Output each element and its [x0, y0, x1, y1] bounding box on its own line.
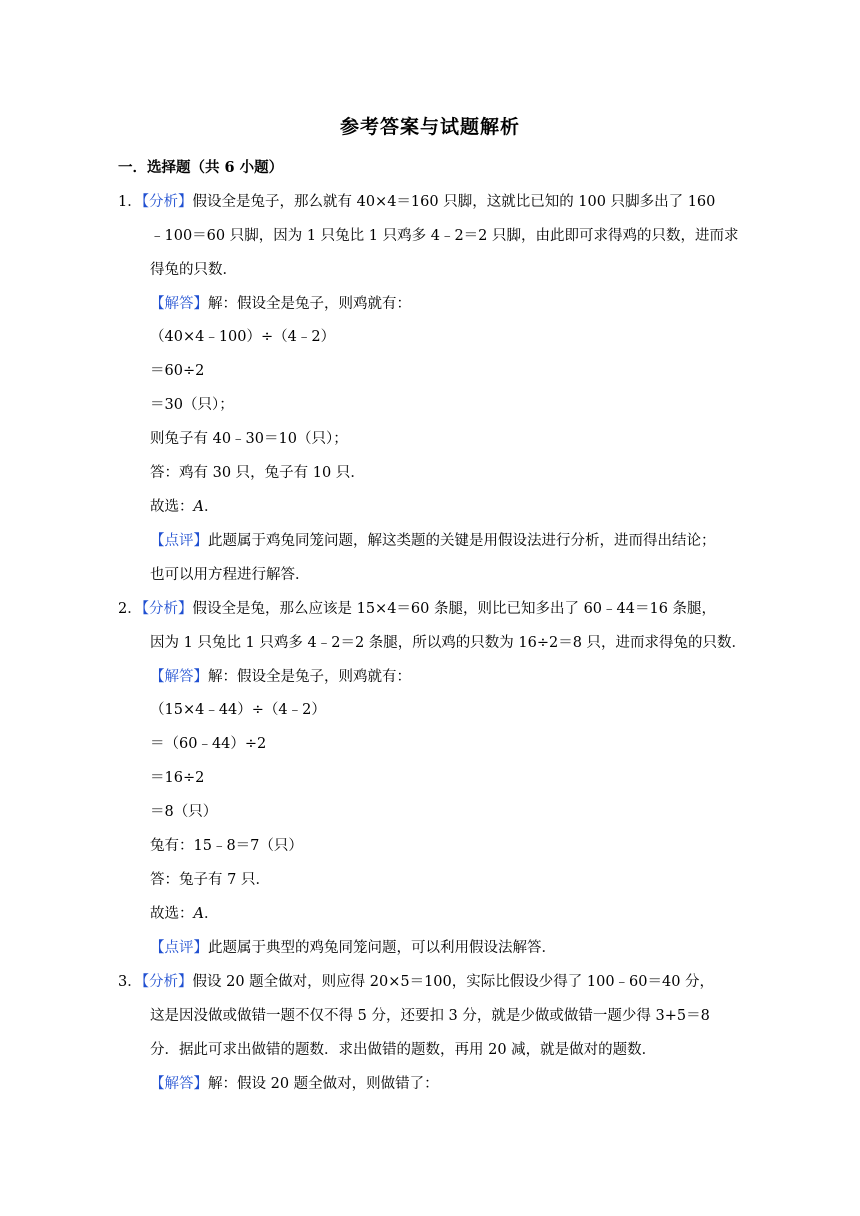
comment-tag: 【点评】	[150, 533, 208, 549]
choice-prefix: 故选：	[150, 906, 194, 922]
solution-step: （40×4﹣100）÷（4﹣2）	[150, 329, 336, 345]
solution-text: 解：假设全是兔子，则鸡就有：	[208, 296, 411, 312]
comment-text: 此题属于典型的鸡兔同笼问题，可以利用假设法解答．	[208, 940, 556, 956]
question-1	[118, 192, 715, 212]
question-2	[118, 599, 716, 619]
analysis-tag: 【分析】	[141, 601, 193, 617]
solution-tag: 【解答】	[150, 669, 208, 685]
analysis-text: 假设 20 题全做对，则应得 20×5＝100，实际比假设少得了 100﹣60＝40 分，	[192, 974, 715, 990]
comment-text: 此题属于鸡兔同笼问题，解这类题的关键是用假设法进行分析，进而得出结论；	[208, 533, 716, 549]
solution-text: 解：假设 20 题全做对，则做错了：	[208, 1076, 439, 1092]
solution-tag: 【解答】	[150, 1076, 208, 1092]
question-number: 3．	[118, 974, 142, 990]
choice-suffix: ．	[203, 906, 219, 922]
analysis-tag: 【分析】	[141, 194, 193, 210]
solution-text: 解：假设全是兔子，则鸡就有：	[208, 669, 411, 685]
solution-step: 兔有：15﹣8＝7（只）	[150, 838, 303, 854]
analysis-text: 假设全是兔子，那么就有 40×4＝160 只脚，这就比已知的 100 只脚多出了 160	[192, 194, 716, 210]
choice-line	[150, 904, 218, 924]
question-3	[118, 972, 714, 992]
comment-text: 也可以用方程进行解答．	[150, 567, 310, 583]
page-title: 参考答案与试题解析	[339, 116, 520, 138]
solution-step: 则兔子有 40﹣30＝10（只）；	[150, 431, 348, 447]
analysis-text: 这是因没做或做错一题不仅不得 5 分，还要扣 3 分，就是少做或做错一题少得 3+5＝8	[150, 1008, 710, 1024]
solution-step: 答：鸡有 30 只，兔子有 10 只．	[150, 465, 365, 481]
solution-line	[150, 667, 411, 687]
choice-letter: A	[193, 499, 204, 515]
solution-line	[150, 294, 411, 314]
analysis-text: 因为 1 只兔比 1 只鸡多 4﹣2＝2 条腿，所以鸡的只数为 16÷2＝8 只，进而求得兔的只数．	[150, 635, 747, 651]
choice-line	[150, 497, 218, 517]
section-heading: 一．选择题（共 6 小题）	[118, 159, 284, 176]
solution-step: ＝16÷2	[150, 770, 205, 786]
solution-step: ＝（60﹣44）÷2	[150, 736, 267, 752]
question-number: 2．	[118, 601, 142, 617]
comment-tag: 【点评】	[150, 940, 208, 956]
solution-step: ＝30（只）；	[150, 397, 234, 413]
analysis-text: ﹣100＝60 只脚，因为 1 只兔比 1 只鸡多 4﹣2＝2 只脚，由此即可求得鸡的只数，进而求	[150, 228, 739, 244]
question-number: 1．	[118, 194, 142, 210]
analysis-text: 假设全是兔，那么应该是 15×4＝60 条腿，则比已知多出了 60﹣44＝16 条腿，	[192, 601, 717, 617]
analysis-text: 分．据此可求出做错的题数．求出做错的题数，再用 20 减，就是做对的题数．	[150, 1042, 657, 1058]
analysis-tag: 【分析】	[141, 974, 193, 990]
choice-letter: A	[193, 906, 204, 922]
solution-tag: 【解答】	[150, 296, 208, 312]
choice-prefix: 故选：	[150, 499, 194, 515]
choice-suffix: ．	[203, 499, 219, 515]
comment-line	[150, 938, 556, 958]
solution-step: 答：兔子有 7 只．	[150, 872, 270, 888]
solution-step: ＝8（只）	[150, 804, 218, 820]
solution-step: ＝60÷2	[150, 363, 205, 379]
solution-line	[150, 1074, 439, 1094]
solution-step: （15×4﹣44）÷（4﹣2）	[150, 702, 326, 718]
analysis-text: 得兔的只数．	[150, 262, 237, 278]
comment-line	[150, 531, 716, 551]
